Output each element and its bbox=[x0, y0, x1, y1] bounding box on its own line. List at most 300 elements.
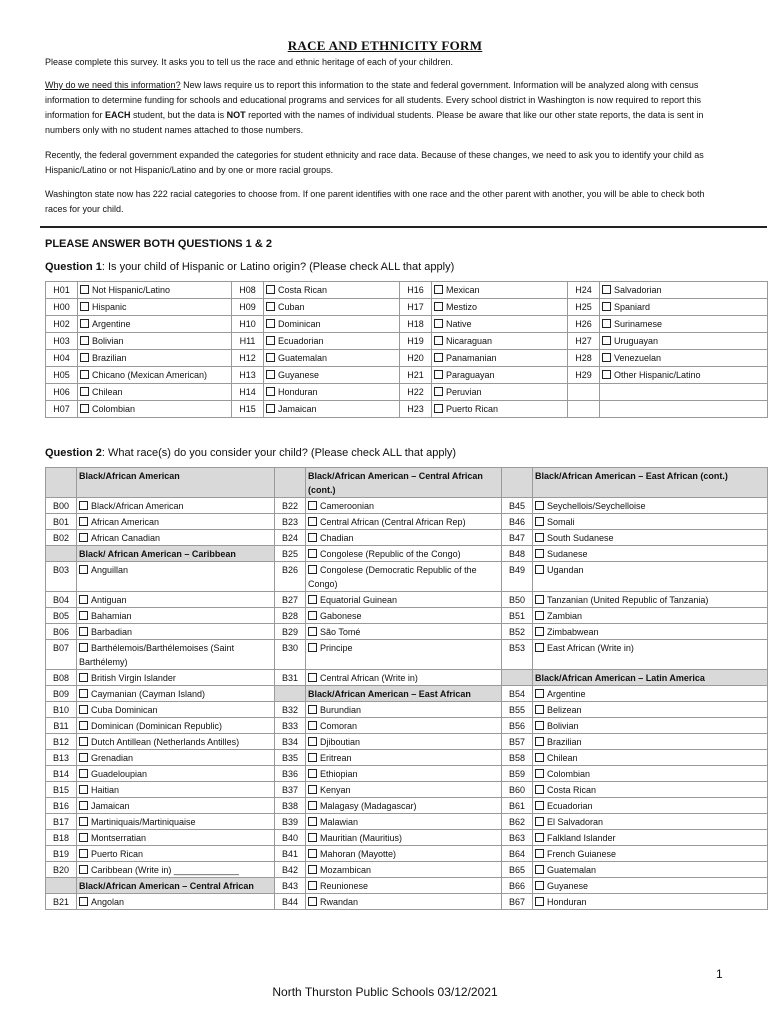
option-b39[interactable] bbox=[306, 814, 502, 830]
option-b61[interactable] bbox=[533, 798, 768, 814]
option-label: Tanzanian (United Republic of Tanzania) bbox=[547, 595, 709, 605]
checkbox[interactable] bbox=[308, 833, 317, 842]
checkbox[interactable] bbox=[602, 302, 611, 311]
option-code: B55 bbox=[502, 702, 533, 718]
option-h07[interactable] bbox=[78, 401, 232, 418]
checkbox[interactable] bbox=[602, 285, 611, 294]
option-label: Falkland Islander bbox=[547, 833, 616, 843]
option-label: Argentine bbox=[92, 319, 131, 329]
option-b45[interactable] bbox=[533, 498, 768, 514]
option-b65[interactable] bbox=[533, 862, 768, 878]
checkbox[interactable] bbox=[434, 319, 443, 328]
checkbox[interactable] bbox=[535, 849, 544, 858]
checkbox[interactable] bbox=[80, 404, 89, 413]
checkbox[interactable] bbox=[535, 801, 544, 810]
option-b62[interactable] bbox=[533, 814, 768, 830]
option-b35[interactable] bbox=[306, 750, 502, 766]
checkbox[interactable] bbox=[535, 643, 544, 652]
checkbox[interactable] bbox=[79, 833, 88, 842]
option-b17[interactable] bbox=[77, 814, 275, 830]
table-row bbox=[46, 384, 768, 401]
option-label: Uruguayan bbox=[614, 336, 659, 346]
option-b30[interactable] bbox=[306, 640, 502, 670]
option-code: B16 bbox=[46, 798, 77, 814]
option-code: B19 bbox=[46, 846, 77, 862]
option-label: São Tomé bbox=[320, 627, 361, 637]
option-label: Honduran bbox=[547, 897, 587, 907]
checkbox[interactable] bbox=[308, 517, 317, 526]
option-b06[interactable] bbox=[77, 624, 275, 640]
checkbox[interactable] bbox=[535, 817, 544, 826]
checkbox[interactable] bbox=[308, 801, 317, 810]
checkbox[interactable] bbox=[602, 353, 611, 362]
table-row bbox=[46, 608, 768, 624]
option-b56[interactable] bbox=[533, 718, 768, 734]
option-code: B33 bbox=[275, 718, 306, 734]
option-b14[interactable] bbox=[77, 766, 275, 782]
option-label: Chadian bbox=[320, 533, 354, 543]
option-b08[interactable] bbox=[77, 670, 275, 686]
checkbox[interactable] bbox=[308, 565, 317, 574]
option-label: Dutch Antillean (Netherlands Antilles) bbox=[91, 737, 240, 747]
option-b64[interactable] bbox=[533, 846, 768, 862]
option-code: B48 bbox=[502, 546, 533, 562]
checkbox[interactable] bbox=[266, 387, 275, 396]
option-h04[interactable] bbox=[78, 350, 232, 367]
option-label: Haitian bbox=[91, 785, 120, 795]
checkbox[interactable] bbox=[308, 611, 317, 620]
option-b15[interactable] bbox=[77, 782, 275, 798]
option-code: H21 bbox=[400, 367, 432, 384]
checkbox[interactable] bbox=[79, 801, 88, 810]
option-b21[interactable] bbox=[77, 894, 275, 910]
checkbox[interactable] bbox=[308, 643, 317, 652]
option-h01[interactable] bbox=[78, 282, 232, 299]
option-b18[interactable] bbox=[77, 830, 275, 846]
checkbox[interactable] bbox=[266, 404, 275, 413]
option-h05[interactable] bbox=[78, 367, 232, 384]
option-b55[interactable] bbox=[533, 702, 768, 718]
table-row bbox=[46, 734, 768, 750]
checkbox[interactable] bbox=[79, 865, 88, 874]
option-code: H25 bbox=[568, 299, 600, 316]
option-b07[interactable] bbox=[77, 640, 275, 670]
option-label: Caymanian (Cayman Island) bbox=[91, 689, 206, 699]
checkbox[interactable] bbox=[535, 897, 544, 906]
checkbox[interactable] bbox=[308, 865, 317, 874]
checkbox[interactable] bbox=[308, 595, 317, 604]
option-b59[interactable] bbox=[533, 766, 768, 782]
option-h06[interactable] bbox=[78, 384, 232, 401]
option-b46[interactable] bbox=[533, 514, 768, 530]
question-1-table bbox=[45, 281, 768, 418]
checkbox[interactable] bbox=[79, 595, 88, 604]
checkbox[interactable] bbox=[266, 336, 275, 345]
option-code: H19 bbox=[400, 333, 432, 350]
checkbox[interactable] bbox=[535, 611, 544, 620]
option-label: Mexican bbox=[446, 285, 480, 295]
checkbox[interactable] bbox=[79, 533, 88, 542]
checkbox[interactable] bbox=[80, 285, 89, 294]
option-h16[interactable] bbox=[432, 282, 568, 299]
option-b58[interactable] bbox=[533, 750, 768, 766]
checkbox[interactable] bbox=[79, 705, 88, 714]
category-header: Black/African American – East African (cont.) bbox=[533, 468, 768, 498]
option-h10[interactable] bbox=[264, 316, 400, 333]
checkbox[interactable] bbox=[79, 849, 88, 858]
option-b37[interactable] bbox=[306, 782, 502, 798]
answer-both-heading: PLEASE ANSWER BOTH QUESTIONS 1 & 2 bbox=[45, 238, 272, 250]
option-b50[interactable] bbox=[533, 592, 768, 608]
option-b63[interactable] bbox=[533, 830, 768, 846]
category-header: Black/African American bbox=[77, 468, 275, 498]
option-b26[interactable] bbox=[306, 562, 502, 592]
checkbox[interactable] bbox=[308, 501, 317, 510]
checkbox[interactable] bbox=[535, 533, 544, 542]
checkbox[interactable] bbox=[434, 353, 443, 362]
option-code: H00 bbox=[46, 299, 78, 316]
option-b13[interactable] bbox=[77, 750, 275, 766]
checkbox[interactable] bbox=[80, 336, 89, 345]
table-row bbox=[46, 814, 768, 830]
checkbox[interactable] bbox=[79, 817, 88, 826]
option-label: Sudanese bbox=[547, 549, 588, 559]
checkbox[interactable] bbox=[308, 817, 317, 826]
option-h24[interactable] bbox=[600, 282, 768, 299]
question-2-text: Question 2: What race(s) do you consider your child? (Please check ALL that apply) bbox=[45, 447, 457, 459]
option-label: Guatemalan bbox=[278, 353, 328, 363]
option-b36[interactable] bbox=[306, 766, 502, 782]
option-code: B40 bbox=[275, 830, 306, 846]
category-header: Black/African American – Central African bbox=[77, 878, 275, 894]
checkbox[interactable] bbox=[79, 643, 88, 652]
header-spacer bbox=[275, 686, 306, 702]
option-code: B04 bbox=[46, 592, 77, 608]
option-label: Jamaican bbox=[91, 801, 130, 811]
option-h15[interactable] bbox=[264, 401, 400, 418]
option-code: B29 bbox=[275, 624, 306, 640]
option-h26[interactable] bbox=[600, 316, 768, 333]
option-code: B38 bbox=[275, 798, 306, 814]
option-label: Burundian bbox=[320, 705, 362, 715]
option-h22[interactable] bbox=[432, 384, 568, 401]
option-h13[interactable] bbox=[264, 367, 400, 384]
option-label: Reunionese bbox=[320, 881, 369, 891]
checkbox[interactable] bbox=[308, 627, 317, 636]
checkbox[interactable] bbox=[308, 769, 317, 778]
empty-cell bbox=[600, 384, 768, 401]
checkbox[interactable] bbox=[79, 611, 88, 620]
option-b32[interactable] bbox=[306, 702, 502, 718]
option-b27[interactable] bbox=[306, 592, 502, 608]
option-h25[interactable] bbox=[600, 299, 768, 316]
option-b05[interactable] bbox=[77, 608, 275, 624]
option-b23[interactable] bbox=[306, 514, 502, 530]
checkbox[interactable] bbox=[80, 387, 89, 396]
option-code: H28 bbox=[568, 350, 600, 367]
option-b49[interactable] bbox=[533, 562, 768, 592]
checkbox[interactable] bbox=[80, 353, 89, 362]
option-h28[interactable] bbox=[600, 350, 768, 367]
option-b22[interactable] bbox=[306, 498, 502, 514]
checkbox[interactable] bbox=[266, 370, 275, 379]
option-b40[interactable] bbox=[306, 830, 502, 846]
option-b33[interactable] bbox=[306, 718, 502, 734]
option-code: B65 bbox=[502, 862, 533, 878]
checkbox[interactable] bbox=[79, 737, 88, 746]
option-h00[interactable] bbox=[78, 299, 232, 316]
option-label: Barbadian bbox=[91, 627, 133, 637]
checkbox[interactable] bbox=[434, 336, 443, 345]
option-label: Cuba Dominican bbox=[91, 705, 158, 715]
option-b57[interactable] bbox=[533, 734, 768, 750]
option-h02[interactable] bbox=[78, 316, 232, 333]
checkbox[interactable] bbox=[80, 370, 89, 379]
option-b00[interactable] bbox=[77, 498, 275, 514]
checkbox[interactable] bbox=[602, 319, 611, 328]
option-b29[interactable] bbox=[306, 624, 502, 640]
option-label: Puerto Rican bbox=[446, 404, 499, 414]
checkbox[interactable] bbox=[80, 302, 89, 311]
checkbox[interactable] bbox=[79, 673, 88, 682]
checkbox[interactable] bbox=[535, 549, 544, 558]
checkbox[interactable] bbox=[535, 627, 544, 636]
option-b12[interactable] bbox=[77, 734, 275, 750]
table-row bbox=[46, 367, 768, 384]
option-label: Guyanese bbox=[547, 881, 589, 891]
checkbox[interactable] bbox=[308, 705, 317, 714]
option-label: Nicaraguan bbox=[446, 336, 493, 346]
checkbox[interactable] bbox=[434, 285, 443, 294]
empty-cell bbox=[568, 401, 600, 418]
option-label: Venezuelan bbox=[614, 353, 662, 363]
checkbox[interactable] bbox=[434, 370, 443, 379]
checkbox[interactable] bbox=[80, 319, 89, 328]
option-label: Principe bbox=[320, 643, 353, 653]
checkbox[interactable] bbox=[535, 833, 544, 842]
option-code: H24 bbox=[568, 282, 600, 299]
checkbox[interactable] bbox=[308, 849, 317, 858]
option-b20[interactable] bbox=[77, 862, 275, 878]
washington-paragraph: Washington state now has 222 racial categories to choose from. If one parent identifies with one race and the other parent with another, you will be able to check both races for your child. bbox=[45, 189, 705, 214]
checkbox[interactable] bbox=[434, 302, 443, 311]
empty-cell bbox=[600, 401, 768, 418]
option-label: African American bbox=[91, 517, 160, 527]
option-h09[interactable] bbox=[264, 299, 400, 316]
option-b47[interactable] bbox=[533, 530, 768, 546]
checkbox[interactable] bbox=[266, 319, 275, 328]
option-code: B03 bbox=[46, 562, 77, 592]
checkbox[interactable] bbox=[308, 785, 317, 794]
option-code: B49 bbox=[502, 562, 533, 592]
option-label: Montserratian bbox=[91, 833, 147, 843]
checkbox[interactable] bbox=[79, 689, 88, 698]
checkbox[interactable] bbox=[79, 753, 88, 762]
checkbox[interactable] bbox=[308, 881, 317, 890]
option-b02[interactable] bbox=[77, 530, 275, 546]
checkbox[interactable] bbox=[602, 370, 611, 379]
option-label: Hispanic bbox=[92, 302, 127, 312]
checkbox[interactable] bbox=[79, 517, 88, 526]
option-h18[interactable] bbox=[432, 316, 568, 333]
checkbox[interactable] bbox=[79, 565, 88, 574]
option-b16[interactable] bbox=[77, 798, 275, 814]
option-label: Panamanian bbox=[446, 353, 497, 363]
option-code: B27 bbox=[275, 592, 306, 608]
checkbox[interactable] bbox=[535, 769, 544, 778]
option-code: B67 bbox=[502, 894, 533, 910]
option-b31[interactable] bbox=[306, 670, 502, 686]
option-label: Brazilian bbox=[547, 737, 582, 747]
option-b38[interactable] bbox=[306, 798, 502, 814]
checkbox[interactable] bbox=[535, 689, 544, 698]
option-b51[interactable] bbox=[533, 608, 768, 624]
table-row bbox=[46, 350, 768, 367]
checkbox[interactable] bbox=[535, 595, 544, 604]
option-b09[interactable] bbox=[77, 686, 275, 702]
option-b34[interactable] bbox=[306, 734, 502, 750]
checkbox[interactable] bbox=[308, 721, 317, 730]
option-b28[interactable] bbox=[306, 608, 502, 624]
option-b44[interactable] bbox=[306, 894, 502, 910]
option-code: B41 bbox=[275, 846, 306, 862]
checkbox[interactable] bbox=[266, 285, 275, 294]
option-b48[interactable] bbox=[533, 546, 768, 562]
checkbox[interactable] bbox=[79, 897, 88, 906]
option-b54[interactable] bbox=[533, 686, 768, 702]
option-code: B44 bbox=[275, 894, 306, 910]
option-label: Caribbean (Write in) _____________ bbox=[91, 865, 239, 875]
table-row bbox=[46, 702, 768, 718]
option-code: B50 bbox=[502, 592, 533, 608]
table-row bbox=[46, 514, 768, 530]
option-label: Eritrean bbox=[320, 753, 352, 763]
header-spacer bbox=[502, 468, 533, 498]
option-label: Puerto Rican bbox=[91, 849, 144, 859]
table-row bbox=[46, 562, 768, 592]
checkbox[interactable] bbox=[535, 865, 544, 874]
checkbox[interactable] bbox=[308, 897, 317, 906]
option-b04[interactable] bbox=[77, 592, 275, 608]
option-label: Malawian bbox=[320, 817, 359, 827]
option-b19[interactable] bbox=[77, 846, 275, 862]
option-h27[interactable] bbox=[600, 333, 768, 350]
option-label: Congolese (Republic of the Congo) bbox=[320, 549, 461, 559]
checkbox[interactable] bbox=[535, 785, 544, 794]
option-label: Grenadian bbox=[91, 753, 134, 763]
page-number: 1 bbox=[716, 967, 723, 981]
checkbox[interactable] bbox=[308, 753, 317, 762]
option-label: Jamaican bbox=[278, 404, 317, 414]
option-label: African Canadian bbox=[91, 533, 161, 543]
option-code: H26 bbox=[568, 316, 600, 333]
table-row bbox=[46, 782, 768, 798]
option-b66[interactable] bbox=[533, 878, 768, 894]
checkbox[interactable] bbox=[535, 705, 544, 714]
checkbox[interactable] bbox=[308, 549, 317, 558]
checkbox[interactable] bbox=[535, 721, 544, 730]
checkbox[interactable] bbox=[79, 721, 88, 730]
question-1-text: Question 1: Is your child of Hispanic or Latino origin? (Please check ALL that apply) bbox=[45, 261, 455, 273]
table-row bbox=[46, 624, 768, 640]
option-h11[interactable] bbox=[264, 333, 400, 350]
checkbox[interactable] bbox=[434, 404, 443, 413]
option-label: Dominican bbox=[278, 319, 321, 329]
option-h14[interactable] bbox=[264, 384, 400, 401]
checkbox[interactable] bbox=[535, 501, 544, 510]
checkbox[interactable] bbox=[535, 881, 544, 890]
checkbox[interactable] bbox=[79, 769, 88, 778]
option-h12[interactable] bbox=[264, 350, 400, 367]
checkbox[interactable] bbox=[602, 336, 611, 345]
checkbox[interactable] bbox=[79, 785, 88, 794]
option-code: B58 bbox=[502, 750, 533, 766]
option-h21[interactable] bbox=[432, 367, 568, 384]
option-code: B09 bbox=[46, 686, 77, 702]
why-heading: Why do we need this information? bbox=[45, 80, 181, 90]
option-h23[interactable] bbox=[432, 401, 568, 418]
option-b67[interactable] bbox=[533, 894, 768, 910]
category-header: Black/African American – Latin America bbox=[533, 670, 768, 686]
option-b03[interactable] bbox=[77, 562, 275, 592]
option-code: B62 bbox=[502, 814, 533, 830]
option-code: B21 bbox=[46, 894, 77, 910]
checkbox[interactable] bbox=[79, 501, 88, 510]
checkbox[interactable] bbox=[535, 517, 544, 526]
option-code: B01 bbox=[46, 514, 77, 530]
option-code: H27 bbox=[568, 333, 600, 350]
checkbox[interactable] bbox=[535, 753, 544, 762]
option-h29[interactable] bbox=[600, 367, 768, 384]
checkbox[interactable] bbox=[308, 737, 317, 746]
option-b43[interactable] bbox=[306, 878, 502, 894]
option-b11[interactable] bbox=[77, 718, 275, 734]
option-b52[interactable] bbox=[533, 624, 768, 640]
option-b25[interactable] bbox=[306, 546, 502, 562]
checkbox[interactable] bbox=[266, 353, 275, 362]
option-h08[interactable] bbox=[264, 282, 400, 299]
option-label: Belizean bbox=[547, 705, 582, 715]
option-h19[interactable] bbox=[432, 333, 568, 350]
checkbox[interactable] bbox=[308, 673, 317, 682]
checkbox[interactable] bbox=[535, 565, 544, 574]
checkbox[interactable] bbox=[266, 302, 275, 311]
option-code: B20 bbox=[46, 862, 77, 878]
option-b41[interactable] bbox=[306, 846, 502, 862]
option-label: Congolese (Democratic Republic of the Congo) bbox=[308, 565, 477, 589]
table-row bbox=[46, 670, 768, 686]
option-b10[interactable] bbox=[77, 702, 275, 718]
option-b60[interactable] bbox=[533, 782, 768, 798]
checkbox[interactable] bbox=[434, 387, 443, 396]
option-label: Djiboutian bbox=[320, 737, 361, 747]
option-b53[interactable] bbox=[533, 640, 768, 670]
option-code: H17 bbox=[400, 299, 432, 316]
option-h17[interactable] bbox=[432, 299, 568, 316]
option-b42[interactable] bbox=[306, 862, 502, 878]
option-code: B11 bbox=[46, 718, 77, 734]
option-code: B15 bbox=[46, 782, 77, 798]
option-label: Chilean bbox=[92, 387, 123, 397]
checkbox[interactable] bbox=[535, 737, 544, 746]
option-h20[interactable] bbox=[432, 350, 568, 367]
checkbox[interactable] bbox=[79, 627, 88, 636]
option-b24[interactable] bbox=[306, 530, 502, 546]
option-code: B59 bbox=[502, 766, 533, 782]
checkbox[interactable] bbox=[308, 533, 317, 542]
option-h03[interactable] bbox=[78, 333, 232, 350]
option-b01[interactable] bbox=[77, 514, 275, 530]
